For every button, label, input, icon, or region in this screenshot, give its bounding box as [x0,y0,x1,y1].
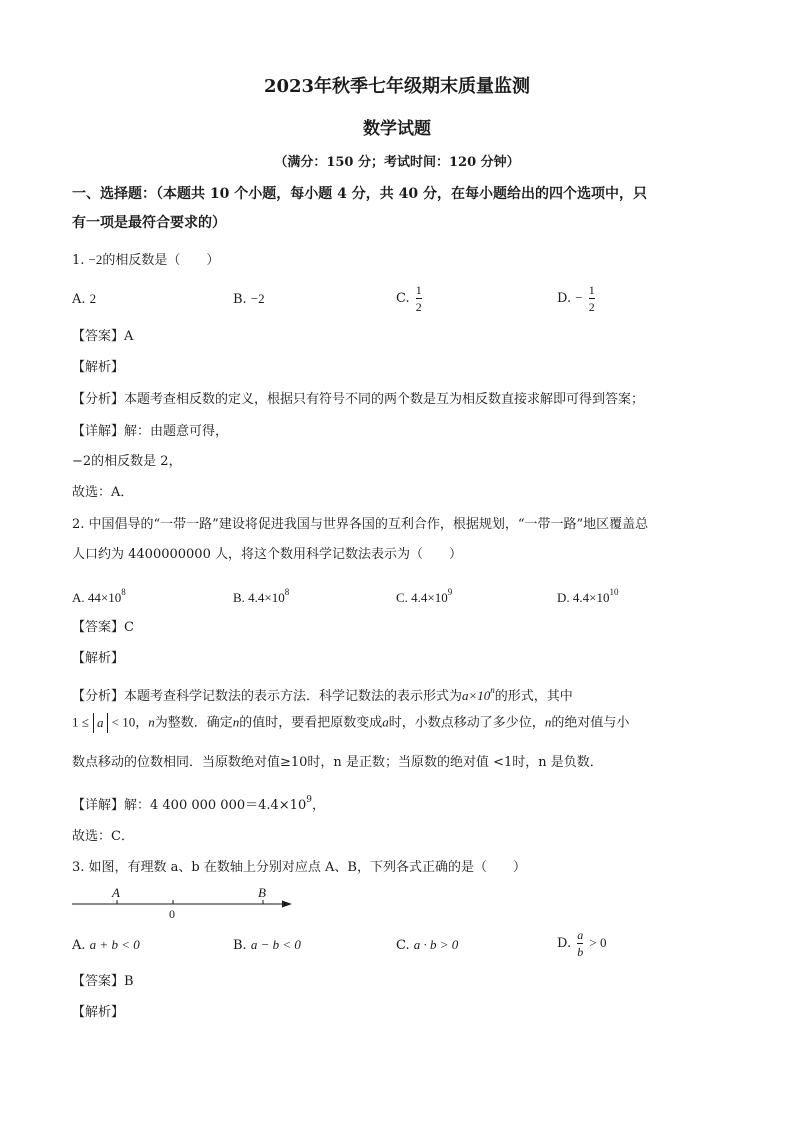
option-value: 2 [89,291,97,306]
q2-option-a [72,583,126,607]
q2-option-b [233,583,289,607]
inequality-left: 1 ≤ [72,714,89,730]
fraction [416,283,422,314]
q1-jiexi: 【解析】 [72,360,125,375]
fraction [577,928,583,959]
exponent: n [490,685,495,695]
option-label: A. [72,590,85,605]
page-title: 2023年秋季七年级期末质量监测 [263,76,531,97]
variable: a [382,714,389,730]
q1-option-c [396,283,424,314]
option-value: a − b < 0 [250,937,301,952]
question-1-stem [72,251,219,270]
absolute-value [93,713,108,733]
fraction-bar [589,298,595,299]
condition-text: 的绝对值与小 [551,715,630,731]
point-a-label: A [112,885,120,900]
q1-detail-3: 故选：A． [72,485,134,500]
fraction-denominator: 2 [415,300,422,314]
option-label: B. [233,938,247,953]
exponent: 8 [284,587,290,597]
q1-option-b [233,290,265,309]
q1-answer: 【答案】A [72,329,134,344]
question-1-expr: −2 [88,252,103,267]
q2-option-c [396,583,452,607]
q1-detail-1: 【详解】解：由题意可得， [72,424,229,439]
option-label: B. [233,590,245,605]
variable: n [232,714,240,730]
detail-text: ， [311,798,325,813]
q1-option-d [557,283,597,314]
question-1-text: 的相反数是（ ） [102,253,220,268]
q3-option-c [396,936,458,955]
fraction-bar [577,943,583,944]
q2-stem-line2: 人口约为 4400000000 人，将这个数用科学记数法表示为（ ） [72,547,462,562]
option-label: B. [233,292,247,307]
number-line [70,882,300,922]
variable: a [97,715,104,730]
q2-stem-line1: 2. 中国倡导的“一带一路”建设将促进我国与世界各国的互利合作，根据规划，“一带一路”地区覆盖总 [72,517,649,532]
question-number: 1. [72,253,85,268]
option-value: 4.4×10 [411,590,448,605]
q2-condition-line [72,713,629,733]
option-value: 44×10 [87,590,122,605]
exponent: 9 [306,795,312,805]
fraction-denominator: b [577,945,584,959]
option-value: > 0 [589,935,607,950]
inequality-right: < 10， [111,714,149,730]
q1-analysis: 【分析】本题考查相反数的定义，根据只有符号不同的两个数是互为相反数直接求解即可得到答案； [72,392,645,407]
fraction-numerator: 1 [588,283,595,297]
point-b-label: B [258,885,266,900]
q2-analysis-line3: 数点移动的位数相同．当原数绝对值≥10时，n 是正数；当原数的绝对值 <1时，n 是负数． [72,755,603,770]
fraction-numerator: 1 [415,283,422,297]
exponent: 8 [121,587,126,597]
exponent: 10 [609,587,619,597]
option-value: a · b > 0 [413,937,459,952]
q2-detail-1 [72,791,325,815]
exponent: 9 [447,587,453,597]
minus-sign: − [575,290,583,305]
q3-stem: 3. 如图，有理数 a、b 在数轴上分别对应点 A、B，下列各式正确的是（ ） [72,860,526,875]
detail-text: 【详解】解：4 400 000 000＝4.4×10 [72,798,307,813]
option-label: C. [396,291,410,306]
option-value: −2 [250,291,265,306]
q3-option-a [72,936,140,955]
analysis-text: 【分析】本题考查科学记数法的表示方法．科学记数法的表示形式为 [72,689,463,704]
analysis-text: 的形式，其中 [494,689,573,704]
option-label: C. [396,938,410,953]
formula: a×10 [462,688,491,703]
section-heading-line2: 有一项是最符合要求的） [72,215,226,231]
option-label: D. [557,936,572,951]
page-subtitle: 数学试题 [363,119,431,139]
zero-label: 0 [169,907,175,921]
q3-answer: 【答案】B [72,974,134,989]
fraction-numerator: a [577,928,584,942]
condition-text: 为整数．确定 [154,715,233,731]
option-value: 4.4×10 [572,590,610,605]
fraction-denominator: 2 [588,300,595,314]
q3-jiexi: 【解析】 [72,1005,125,1020]
q1-option-a [72,290,96,309]
option-label: D. [557,291,572,306]
fraction-bar [416,298,422,299]
fraction [589,283,595,314]
q2-detail-2: 故选：C． [72,829,134,844]
option-label: D. [557,590,570,605]
option-label: A. [72,938,86,953]
section-heading-line1: 一、选择题：（本题共 10 个小题，每小题 4 分，共 40 分，在每小题给出的四个选项中，只 [72,186,647,202]
q2-jiexi: 【解析】 [72,651,125,666]
q3-option-d [557,928,606,959]
condition-text: 的值时，要看把原数变成 [239,715,383,731]
q1-detail-2: −2的相反数是 2， [72,454,182,469]
condition-text: 时，小数点移动了多少位， [388,715,545,731]
option-value: a + b < 0 [89,937,140,952]
option-label: C. [396,590,408,605]
q2-answer: 【答案】C [72,620,134,635]
variable: n [148,714,155,730]
q2-analysis [72,681,573,706]
arrow-head-icon [282,901,292,908]
exam-note: （满分：150 分；考试时间：120 分钟） [274,155,520,170]
q2-option-d [557,583,618,607]
option-value: 4.4×10 [248,590,285,605]
variable: n [544,714,552,730]
q3-option-b [233,936,301,955]
option-label: A. [72,292,86,307]
